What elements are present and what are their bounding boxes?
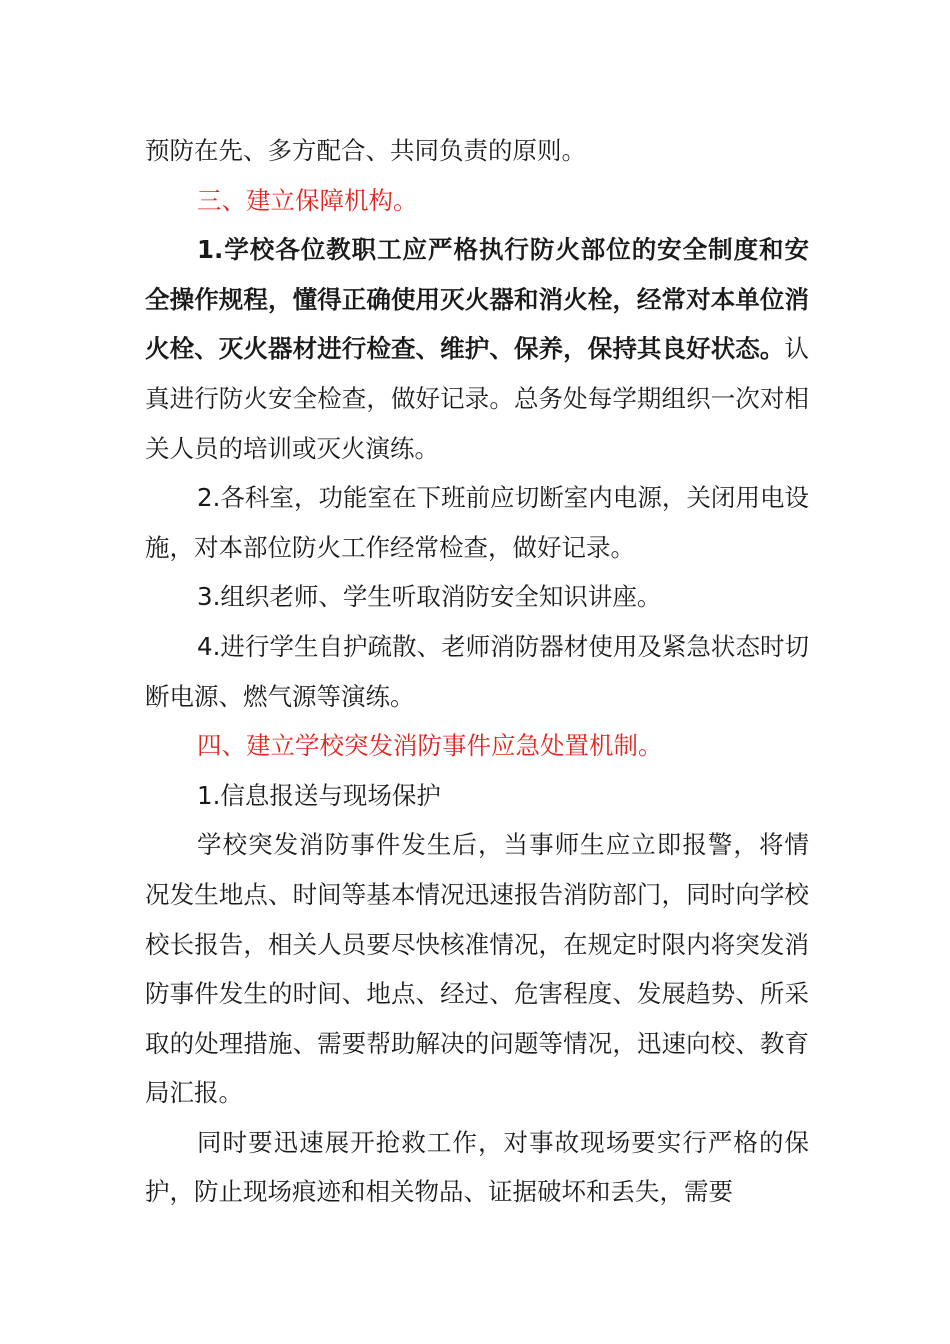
section-heading-4: 四、建立学校突发消防事件应急处置机制。 (197, 731, 663, 761)
section-heading-3: 三、建立保障机构。 (197, 185, 418, 215)
section3-item-2: 2.各科室，功能室在下班前应切断室内电源，关闭用电设施，对本部位防火工作经常检查，做好记录。 (145, 483, 809, 562)
section3-item-1 (145, 225, 809, 473)
section3-item-1-bold-text: 1.学校各位教职工应严格执行防火部位的安全制度和安全操作规程，懂得正确使用灭火器和消火栓，经常对本单位消火栓、灭火器材进行检查、维护、保养，保持其良好状态。 (145, 235, 809, 364)
section4-item-1-title: 1.信息报送与现场保护 (197, 780, 441, 810)
section3-item-3: 3.组织老师、学生听取消防安全知识讲座。 (197, 582, 662, 612)
document-body (145, 126, 809, 1217)
section3-item-1-text: 认真进行防火安全检查，做好记录。总务处每学期组织一次对相关人员的培训或灭火演练。 (145, 334, 809, 463)
section3-item-4: 4.进行学生自护疏散、老师消防器材使用及紧急状态时切断电源、燃气源等演练。 (145, 631, 809, 711)
paragraph-principles-end: 预防在先、多方配合、共同负责的原则。 (145, 136, 586, 165)
section4-paragraph-rescue: 同时要迅速展开抢救工作，对事故现场要实行严格的保护，防止现场痕迹和相关物品、证据破坏和丢失，需要 (145, 1127, 809, 1207)
section4-paragraph-report: 学校突发消防事件发生后，当事师生应立即报警，将情况发生地点、时间等基本情况迅速报告消防部门，同时向学校校长报告，相关人员要尽快核准情况，在规定时限内将突发消防事件发生的时间、地点、经过、危害程度、发展趋势、所采取的处理措施、需要帮助解决的问题等情况，迅速向校、教育局汇报。 (145, 830, 809, 1108)
